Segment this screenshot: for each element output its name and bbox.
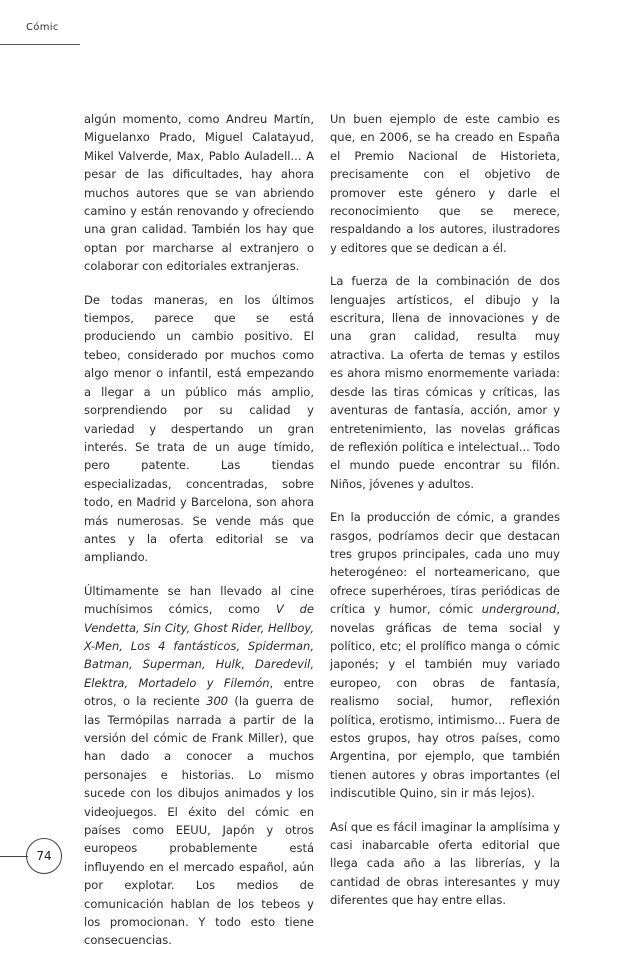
text-run: De todas maneras, en los últimos tiempos, parece que se está produciendo un cambio positivo. El tebeo, considerado por muchos como algo menor o infantil, está empezando a llegar a un público más amplio, sorprendiendo por su calidad y variedad y despertando un gran interés. Se trata de un auge tímido, pero patente. Las tiendas especializadas, concentradas, sobre todo, en Madrid y Barcelona, son ahora más numerosas. Se vende más que antes y la oferta editorial se va ampliando. bbox=[84, 292, 314, 565]
text-run: La fuerza de la combinación de dos lenguajes artísticos, el dibujo y la escritura, llena de innovaciones y de una gran calidad, resulta muy atractiva. La oferta de temas y estilos es ahora mismo enormemente variada: desde las tiras cómicas y críticas, las aventuras de fantasía, acción, amor y entretenimiento, las novelas gráficas de reflexión política e intelectual... Todo el mundo puede encontrar su filón. Niños, jóvenes y adultos. bbox=[330, 274, 560, 491]
paragraph bbox=[330, 818, 560, 910]
section-header: Cómic bbox=[26, 22, 59, 33]
text-run: En la producción de cómic, a grandes rasgos, podríamos decir que destacan tres grupos principales, cada uno muy heterogéneo: el norteamericano, que ofrece superhéroes, tiras periódicas de crítica y humor, cómic bbox=[330, 510, 560, 617]
paragraph bbox=[84, 291, 314, 567]
text-run: Últimamente se han llevado al cine muchísimos cómics, como bbox=[84, 583, 314, 617]
page-number-badge bbox=[0, 838, 60, 874]
italic-title: 300 bbox=[206, 694, 229, 709]
paragraph bbox=[330, 272, 560, 493]
paragraph bbox=[84, 110, 314, 276]
left-column bbox=[84, 110, 314, 965]
paragraph bbox=[84, 582, 314, 950]
text-run: Un buen ejemplo de este cambio es que, en 2006, se ha creado en España el Premio Nacional de Historieta, precisamente con el objetivo de promover este género y darle el reconocimiento que se merece, respaldando a los autores, ilustradores y editores que se dedican a él. bbox=[330, 112, 560, 255]
text-run: Así que es fácil imaginar la amplísima y casi inabarcable oferta editorial que llega cada año a las librerías, y la cantidad de obras interesantes y muy diferentes que hay entre ellas. bbox=[330, 819, 560, 908]
right-column bbox=[330, 110, 560, 925]
header-rule bbox=[0, 44, 80, 45]
page-number-rule bbox=[0, 856, 28, 857]
text-run: (la guerra de las Termópilas narrada a partir de la versión del cómic de Frank Miller), que han dado a conocer a muchos personajes e historias. Lo mismo sucede con los dibujos animados y los videojuegos. El éxito del cómic en países como EEUU, Japón y otros europeos probablemente está influyendo en el mercado español, aún por explotar. Los medios de comunicación hablan de los tebeos y los promocionan. Y todo esto tiene consecuencias. bbox=[84, 694, 314, 948]
page-number: 74 bbox=[26, 838, 62, 874]
text-run: algún momento, como Andreu Martín, Miguelanxo Prado, Miguel Calatayud, Mikel Valverde, Max, Pablo Auladell... A pesar de las dificultades, hay ahora muchos autores que se van abriendo camino y están renovando y ofreciendo una gran calidad. También los hay que optan por marcharse al extranjero o colaborar con editoriales extranjeras. bbox=[84, 112, 314, 274]
italic-title: underground bbox=[481, 602, 557, 617]
text-run: , entre otros, o la reciente bbox=[84, 675, 314, 709]
text-run: , novelas gráficas de tema social y político, etc; el prolífico manga o cómic japonés; y el también muy variado europeo, con obras de fantasía, realismo social, humor, reflexión política, erotismo, intimismo... Fuera de estos grupos, hay otros países, como Argentina, por ejemplo, que también tienen autores y obras importantes (el indiscutible Quino, sin ir más lejos). bbox=[330, 602, 560, 801]
italic-title: V de Vendetta, Sin City, Ghost Rider, Hellboy, X-Men, Los 4 fantásticos, Spiderman, Batman, Superman, Hulk, Daredevil, Elektra, Mortadelo y Filemón bbox=[84, 602, 314, 690]
paragraph bbox=[330, 110, 560, 257]
paragraph bbox=[330, 508, 560, 803]
